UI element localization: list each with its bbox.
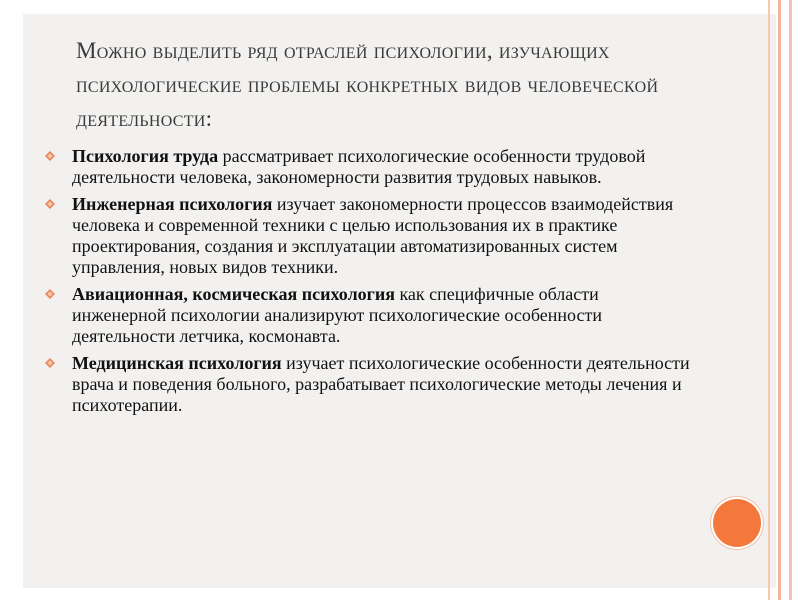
diamond-bullet-icon [45,289,55,299]
list-item [44,353,694,416]
diamond-bullet-icon [45,199,55,209]
decorative-stripe [768,0,770,600]
item-term: Психология труда [72,146,219,166]
item-text: изучает закономерности процессов взаимодействия человека и современной техники с целью использования их в практике проектирования, создания и эксплуатации автоматизированных систем управления, новых видов техники. [72,194,674,277]
item-term: Авиационная, космическая психология [72,284,395,304]
decorative-stripe [789,0,792,600]
orange-circle-icon [713,499,761,547]
list-item [44,194,694,278]
item-term: Инженерная психология [72,194,273,214]
decorative-stripe [778,0,781,600]
list-item [44,284,694,347]
item-term: Медицинская психология [72,353,282,373]
item-text: изучает психологические особенности деятельности врача и поведения больного, разрабатывает психологические методы лечения и психотерапии. [72,353,690,415]
diamond-bullet-icon [45,358,55,368]
diamond-bullet-icon [45,151,55,161]
list-item [44,146,694,188]
slide-title: Можно выделить ряд отраслей психологии, изучающих психологические проблемы конкретных видов человеческой деятельности: [76,38,659,131]
item-text: как специфичные области инженерной психологии анализируют психологические особенности деятельности летчика, космонавта. [72,284,602,346]
item-text: рассматривает психологические особенности трудовой деятельности человека, закономерности развития трудовых навыков. [72,146,646,187]
bullet-list [44,146,694,422]
